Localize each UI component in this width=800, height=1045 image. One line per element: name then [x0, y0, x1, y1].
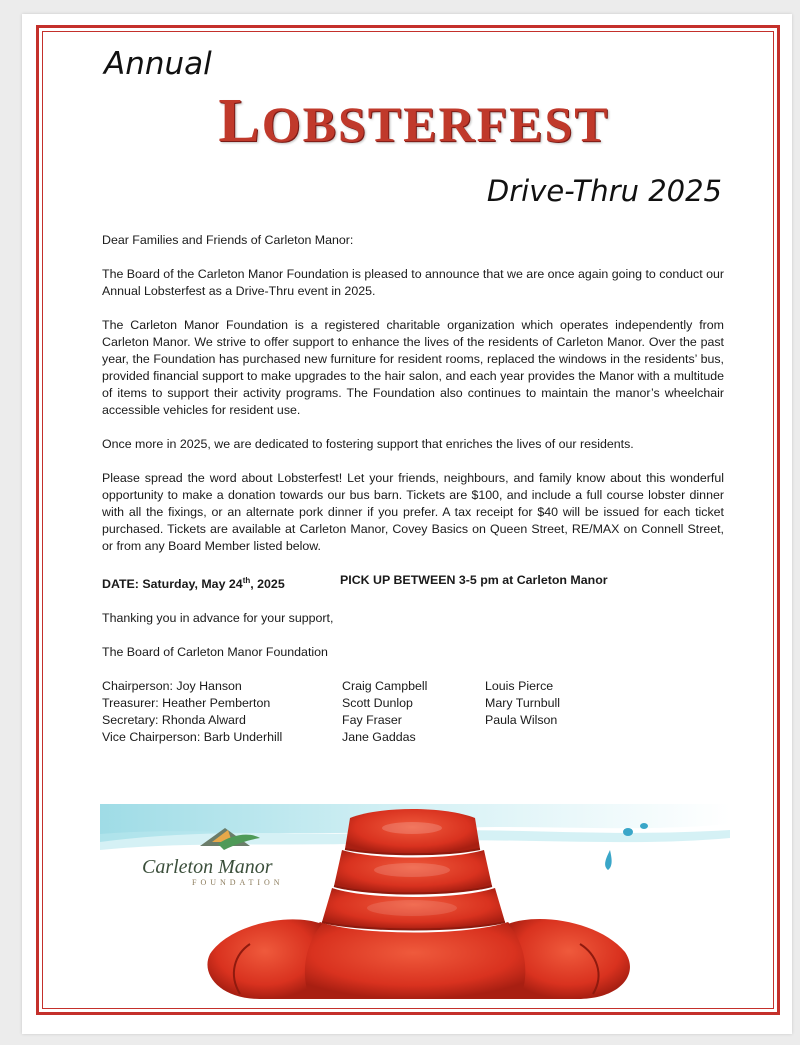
board-member: Vice Chairperson: Barb Underhill — [102, 730, 283, 745]
paragraph-foundation: The Carleton Manor Foundation is a registered charitable organization which operates independently from Carleton Manor. We strive to offer support to enhance the lives of the residents of Carleton Manor. Over the past year, the Foundation has purchased new furniture for resident rooms, replaced the windows in the residents’ bus, provided financial support to make upgrades to the hair salon, and each year provides the Manor with a multitude of items to support their activity programs. The Foundation also continues to maintain the manor’s wheelchair accessible vehicles for resident use. — [102, 318, 724, 417]
paragraph-tickets: Please spread the word about Lobsterfest! Let your friends, neighbours, and family know about this wonderful opportunity to make a donation towards our bus barn. Tickets are $100, and include a full course lobster dinner with all the fixings, or an alternate pork dinner if you prefer. A tax receipt for $40 will be issued for each ticket purchased. Tickets are available at Carleton Manor, Covey Basics on Queen Street, RE/MAX on Connell Street, or from any Board Member listed below. — [102, 471, 724, 553]
board-member: Louis Pierce — [485, 679, 554, 694]
board-member: Paula Wilson — [485, 713, 558, 728]
droplet-icon — [623, 828, 633, 836]
greeting: Dear Families and Friends of Carleton Manor: — [102, 233, 354, 247]
event-date: DATE: Saturday, May 24th, 2025 — [102, 576, 285, 592]
droplet-icon — [605, 850, 612, 870]
title-rest: OBSTERFEST — [261, 96, 610, 152]
foundation-logo-subtitle: FOUNDATION — [192, 878, 284, 887]
event-details — [102, 572, 724, 593]
lobster-body — [293, 922, 534, 999]
document-page — [22, 14, 792, 1034]
pickup-time: PICK UP BETWEEN 3-5 pm at Carleton Manor — [340, 573, 608, 587]
board-member: Treasurer: Heather Pemberton — [102, 696, 271, 711]
signoff-line: The Board of Carleton Manor Foundation — [102, 645, 328, 660]
thanks-line: Thanking you in advance for your support, — [102, 611, 334, 626]
annual-label: Annual — [104, 46, 212, 82]
lobsterfest-title — [104, 86, 724, 157]
title-initial: L — [218, 87, 262, 155]
board-member: Craig Campbell — [342, 679, 428, 694]
board-column-officers — [102, 678, 342, 746]
board-member: Chairperson: Joy Hanson — [102, 679, 242, 694]
board-members — [102, 678, 724, 746]
foundation-logo-name: Carleton Manor — [142, 856, 273, 878]
board-member: Scott Dunlop — [342, 696, 413, 711]
board-member: Secretary: Rhonda Alward — [102, 713, 246, 728]
board-member: Fay Fraser — [342, 713, 402, 728]
lobster-illustration — [100, 804, 730, 999]
board-member: Jane Gaddas — [342, 730, 416, 745]
paragraph-commitment: Once more in 2025, we are dedicated to fostering support that enriches the lives of our residents. — [102, 437, 634, 451]
droplet-icon — [640, 823, 648, 829]
drive-thru-subtitle: Drive-Thru 2025 — [486, 174, 722, 208]
board-column-members — [342, 678, 485, 746]
lobster-left-fan — [207, 919, 322, 999]
lobster-right-fan — [508, 919, 630, 999]
board-member: Mary Turnbull — [485, 696, 561, 711]
board-column-members-2 — [485, 678, 685, 746]
lobster-banner — [100, 804, 730, 999]
paragraph-announcement: The Board of the Carleton Manor Foundation is pleased to announce that we are once again going to conduct our Annual Lobsterfest as a Drive-Thru event in 2025. — [102, 267, 725, 298]
letter-body — [102, 232, 724, 746]
